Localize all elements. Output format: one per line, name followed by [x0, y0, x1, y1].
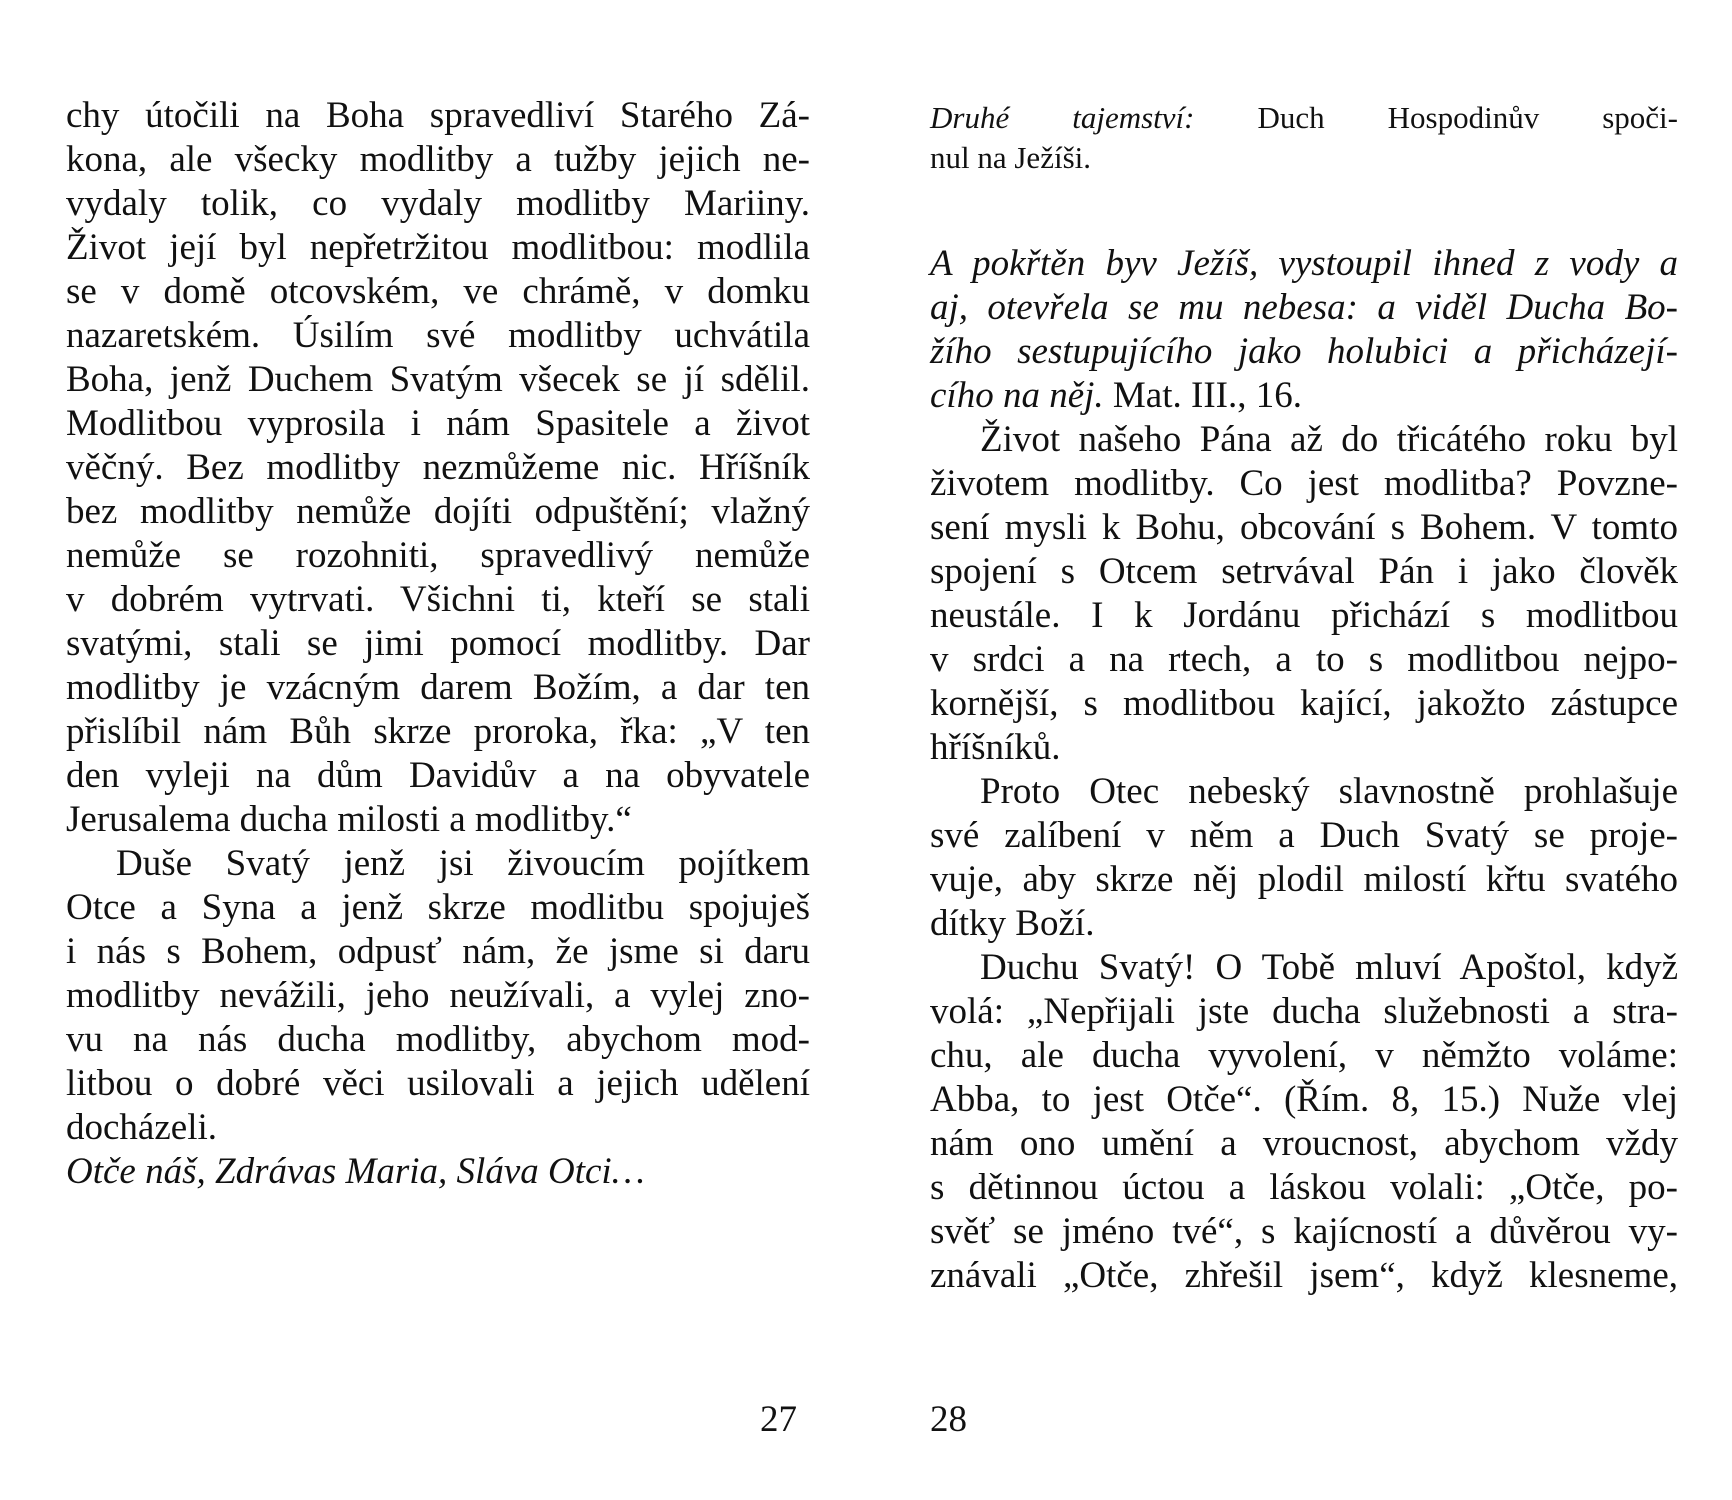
- text-line: neustále. I k Jordánu přichází s modlitbou: [930, 595, 1678, 636]
- text-line: přislíbil nám Bůh skrze proroka, řka: „V ten: [66, 711, 810, 752]
- text-line: vu na nás ducha modlitby, abychom mod-: [66, 1019, 810, 1060]
- right-page: [930, 0, 1678, 1500]
- text-line: v srdci a na rtech, a to s modlitbou nejpo-: [930, 639, 1678, 680]
- scripture-quote-line: A pokřtěn byv Ježíš, vystoupil ihned z vody a: [930, 243, 1678, 284]
- text-line: svěť se jméno tvé“, s kajícností a důvěrou vy-: [930, 1211, 1678, 1252]
- text-line: litbou o dobré věci usilovali a jejich udělení: [66, 1063, 810, 1104]
- text-line: Život její byl nepřetržitou modlitbou: modlila: [66, 227, 810, 268]
- scripture-quote-line: aj, otevřela se mu nebesa: a viděl Ducha Bo-: [930, 287, 1678, 328]
- text-line: modlitby nevážili, jeho neužívali, a vylej zno-: [66, 975, 810, 1016]
- text-line: spojení s Otcem setrvával Pán i jako člověk: [930, 551, 1678, 592]
- text-line: v dobrém vytrvati. Všichni ti, kteří se stali: [66, 579, 810, 620]
- text-line: i nás s Bohem, odpusť nám, že jsme si daru: [66, 931, 810, 972]
- text-line: dítky Boží.: [930, 903, 1095, 944]
- text-line: své zalíbení v něm a Duch Svatý se proje-: [930, 815, 1678, 856]
- text-line: kornější, s modlitbou kající, jakožto zástupce: [930, 683, 1678, 724]
- mystery-heading: [930, 98, 1678, 138]
- text-line: nám ono umění a vroucnost, abychom vždy: [930, 1123, 1678, 1164]
- scripture-quote-line: žího sestupujícího jako holubici a přicházejí-: [930, 331, 1678, 372]
- text-line: volá: „Nepřijali jste ducha služebnosti a stra-: [930, 991, 1678, 1032]
- mystery-heading-continued: nul na Ježíši.: [930, 140, 1091, 175]
- prayer-line: Otče náš, Zdrávas Maria, Sláva Otci…: [66, 1151, 645, 1192]
- text-line: chu, ale ducha vyvolení, v němžto voláme:: [930, 1035, 1678, 1076]
- text-line: Proto Otec nebeský slavnostně prohlašuje: [980, 771, 1678, 812]
- text-line: nazaretském. Úsilím své modlitby uchvátila: [66, 315, 810, 356]
- text-line: Jerusalema ducha milosti a modlitby.“: [66, 799, 632, 840]
- text-line: s dětinnou úctou a láskou volali: „Otče, po-: [930, 1167, 1678, 1208]
- page-number-right: 28: [930, 1399, 967, 1440]
- text-line: Abba, to jest Otče“. (Řím. 8, 15.) Nuže vlej: [930, 1079, 1678, 1120]
- scripture-reference: Mat. III., 16.: [1103, 375, 1302, 416]
- text-line: nemůže se rozohniti, spravedlivý nemůže: [66, 535, 810, 576]
- text-line: kona, ale všecky modlitby a tužby jejich ne-: [66, 139, 810, 180]
- text-line: bez modlitby nemůže dojíti odpuštění; vlažný: [66, 491, 810, 532]
- left-page: [66, 0, 810, 1500]
- text-line: Modlitbou vyprosila i nám Spasitele a život: [66, 403, 810, 444]
- text-line: vuje, aby skrze něj plodil milostí křtu svatého: [930, 859, 1678, 900]
- mystery-title: Duch Hospodinův spoči-: [1194, 100, 1678, 135]
- mystery-label: Druhé tajemství:: [930, 100, 1195, 135]
- text-line: docházeli.: [66, 1107, 217, 1148]
- text-line: věčný. Bez modlitby nezmůžeme nic. Hříšník: [66, 447, 810, 488]
- text-line: znávali „Otče, zhřešil jsem“, když klesneme,: [930, 1255, 1678, 1296]
- page-number-left: 27: [760, 1399, 797, 1440]
- text-line: životem modlitby. Co jest modlitba? Povzne-: [930, 463, 1678, 504]
- text-line: svatými, stali se jimi pomocí modlitby. Dar: [66, 623, 810, 664]
- text-line: Otce a Syna a jenž skrze modlitbu spojuješ: [66, 887, 810, 928]
- text-line: Duchu Svatý! O Tobě mluví Apoštol, když: [980, 947, 1678, 988]
- text-line: chy útočili na Boha spravedliví Starého Zá-: [66, 95, 810, 136]
- text-line: sení mysli k Bohu, obcování s Bohem. V tomto: [930, 507, 1678, 548]
- scripture-quote-line: [930, 374, 1678, 418]
- text-line: Duše Svatý jenž jsi živoucím pojítkem: [116, 843, 810, 884]
- text-line: hříšníků.: [930, 727, 1061, 768]
- text-line: Život našeho Pána až do třicátého roku byl: [980, 419, 1678, 460]
- text-line: modlitby je vzácným darem Božím, a dar ten: [66, 667, 810, 708]
- text-line: den vyleji na dům Davidův a na obyvatele: [66, 755, 810, 796]
- text-line: vydaly tolik, co vydaly modlitby Mariiny.: [66, 183, 810, 224]
- scripture-quote-end: cího na něj.: [930, 375, 1104, 416]
- text-line: Boha, jenž Duchem Svatým všecek se jí sdělil.: [66, 359, 810, 400]
- text-line: se v domě otcovském, ve chrámě, v domku: [66, 271, 810, 312]
